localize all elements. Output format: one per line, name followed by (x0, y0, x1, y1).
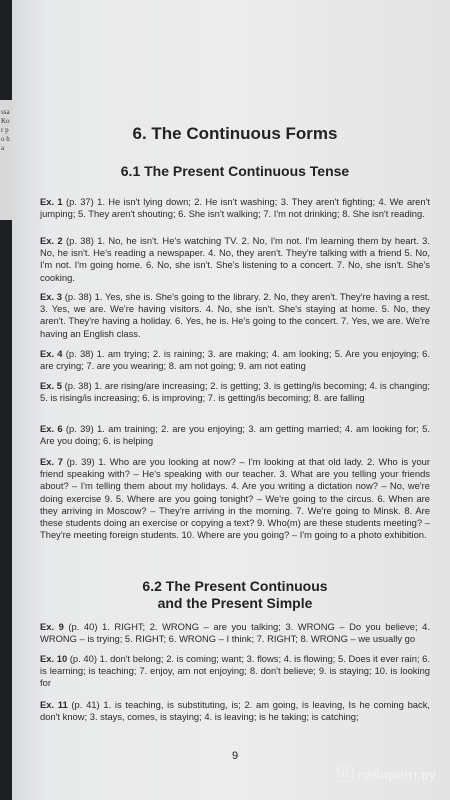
exercise-label: Ex. 5 (40, 380, 62, 391)
exercise-ref: (p. 38) (66, 235, 94, 246)
exercise-text: 1. Who are you looking at now? – I'm looking at that old lady. 2. Who is your friend speaking with? – He's speaking with our teacher. 3. What are you telling your friends about? – I'm telling them about my holidays. 4. Are you writing a dictation now? – No, we're doing exercise 9. 5. Where are you going tonight? – We're going to the circus. 6. When are they arriving in Moscow? – They're arriving in the morning. 7. We're going to Minsk. 8. Are these students doing an exercise or copying a text? 9. Who(m) are these students meeting? – They're meeting foreign students. 10. Where are you going? – I'm going to a photo exhibition. (40, 456, 431, 541)
exercise-1 (40, 196, 430, 220)
exercise-text: 1. is teaching, is substituting, is; 2. am going, is leaving, Is he coming back, don't know; 3. stays, comes, is staying; 4. is leaving; is he taking; is catching; (40, 699, 430, 723)
exercise-text: 1. RIGHT; 2. WRONG – are you talking; 3. WRONG – Do you believe; 4. WRONG – is trying; 5. RIGHT; 6. WRONG – I think; 7. RIGHT; 8. WRONG – we usually go (40, 621, 430, 645)
book-page (12, 0, 450, 800)
exercise-9 (40, 621, 430, 645)
exercise-4 (40, 348, 430, 372)
exercise-label: Ex. 1 (40, 196, 63, 207)
exercise-label: Ex. 2 (40, 235, 63, 246)
exercise-ref: (p. 40) (69, 653, 97, 664)
section-title-line-1: 6.2 The Present Continuous (142, 578, 328, 594)
watermark (337, 766, 436, 782)
exercise-10 (40, 653, 430, 690)
exercise-text: 1. He isn't lying down; 2. He isn't washing; 3. They aren't fighting; 4. We aren't jumping; 5. They aren't shouting; 6. She isn't walking; 7. I'm not drinking; 8. She isn't reading. (40, 196, 431, 220)
exercise-ref: (p. 37) (65, 196, 94, 207)
exercise-label: Ex. 9 (40, 621, 64, 632)
exercise-ref: (p. 38) (64, 291, 92, 302)
exercise-text: 1. don't belong; 2. is coming; want; 3. flows; 4. is flowing; 5. Does it ever rain; 6. is learning; is teaching; 7. enjoy, am not enjoying; 8. don't believe; 9. is staying; 10. is looking for (40, 653, 430, 689)
section-title-line-2: and the Present Simple (157, 595, 313, 611)
exercise-text: 1. are rising/are increasing; 2. is getting; 3. is getting/is becoming; 4. is changing; 5. is rising/is increasing; 6. is improving; 7. is getting/is becoming; 8. are falling (40, 380, 430, 404)
section-title-6-1: 6.1 The Present Continuous Tense (120, 163, 350, 179)
exercise-5 (40, 380, 430, 404)
exercise-2 (40, 235, 430, 284)
exercise-3 (40, 291, 430, 340)
exercise-6 (40, 423, 430, 447)
watermark-text: лабиринт.ру (356, 766, 436, 782)
exercise-ref: (p. 39) (66, 456, 95, 467)
exercise-text: 1. Yes, she is. She's going to the library. 2. No, they aren't. They're having a rest. 3. Yes, we are. We're having visitors. 4. No, she isn't. She's staying at home. 5. No, they aren't. They're having a holiday. 6. Yes, he is. He's going to the concert. 7. Yes, we are. We're having an English class. (40, 291, 431, 339)
exercise-text: 1. am training; 2. are you enjoying; 3. am getting married; 4. am looking for; 5. Are you doing; 6. is helping (40, 423, 431, 447)
exercise-label: Ex. 7 (40, 456, 63, 467)
exercise-ref: (p. 38) (64, 380, 92, 391)
exercise-ref: (p. 41) (71, 699, 100, 710)
exercise-11 (40, 699, 430, 723)
exercise-label: Ex. 6 (40, 423, 63, 434)
previous-page-text-fragment: ssa Kor po ha (1, 108, 10, 152)
exercise-label: Ex. 4 (40, 348, 63, 359)
exercise-label: Ex. 3 (40, 291, 62, 302)
exercise-label: Ex. 11 (40, 699, 68, 710)
chapter-title: 6. The Continuous Forms (132, 124, 338, 143)
exercise-ref: (p. 38) (65, 348, 94, 359)
exercise-text: 1. No, he isn't. He's watching TV. 2. No, I'm not. I'm learning them by heart. 3. No, he isn't. He's reading a newspaper. 4. No, they aren't. They're talking with a friend 5. No, I'm not. I'm going home. 6. No, she isn't. She's listening to a concert. 7. No, she isn't. She's cooking. (40, 235, 430, 283)
exercise-ref: (p. 40) (68, 621, 98, 632)
exercise-7 (40, 456, 430, 541)
exercise-label: Ex. 10 (40, 653, 68, 664)
section-title-6-2 (40, 578, 430, 612)
exercise-text: 1. am trying; 2. is raining; 3. are making; 4. am looking; 5. Are you enjoying; 6. are crying; 7. are you wearing; 8. am not going; 9. am not eating (40, 348, 430, 372)
exercise-ref: (p. 39) (65, 423, 94, 434)
labirint-logo-icon: Л (337, 766, 353, 782)
page-number: 9 (231, 750, 239, 762)
